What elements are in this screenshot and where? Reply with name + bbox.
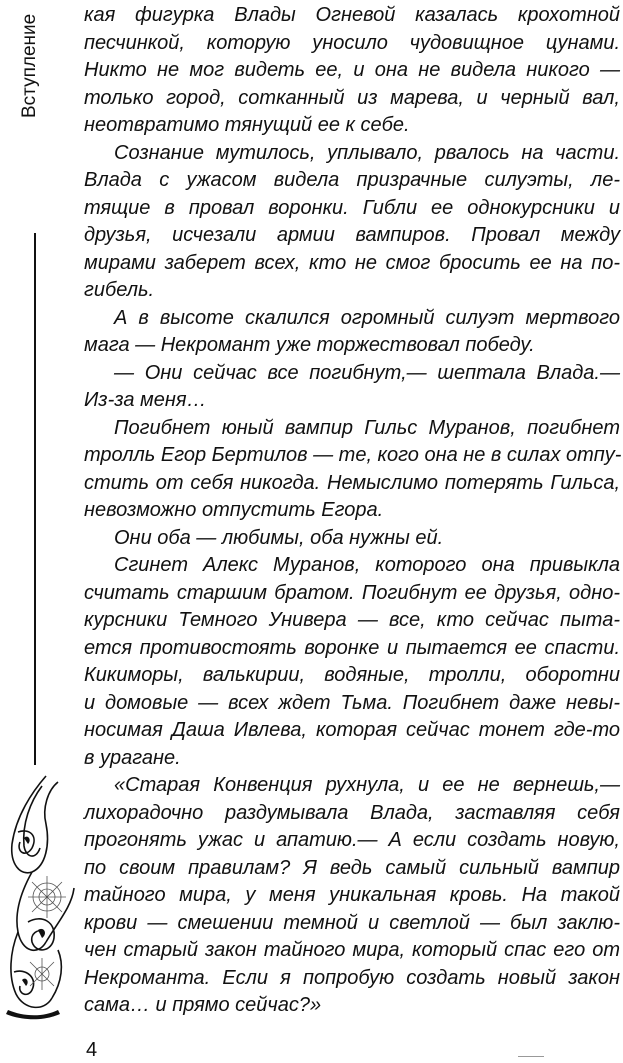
text-line: тящие в провал воронки. Гибли ее однокурсники и: [84, 196, 620, 219]
text-line: Никто не мог видеть ее, и она не видела никого —: [84, 59, 620, 81]
text-line: курсники Темного Универа — все, кто сейчас пыта-: [84, 609, 620, 631]
text-line: только город, сотканный из марева, и черный вал,: [84, 86, 620, 109]
text-line: в урагане.: [84, 746, 181, 769]
text-line: песчинкой, которую уносило чудовищное цунами.: [84, 31, 620, 54]
text-line: сама… и прямо сейчас?»: [84, 994, 322, 1016]
text-line: по своим правилам? Я ведь самый сильный вампир: [84, 856, 620, 879]
text-line: считать старшим братом. Погибнут ее друзья, одно-: [84, 581, 620, 604]
text-line: невозможно отпустить Егора.: [84, 499, 384, 521]
text-line: друзья, исчезали армии вампиров. Провал между: [84, 224, 620, 246]
section-title: Вступление: [19, 13, 40, 118]
text-line: носимая Даша Ивлева, которая сейчас тонет где-то: [84, 719, 620, 741]
text-line: «Старая Конвенция рухнула, и ее не вернешь,—: [114, 774, 620, 796]
text-line: чен старый закон тайного мира, который спас его от: [84, 939, 620, 961]
text-line: Кикиморы, валькирии, водяные, тролли, оборотни: [84, 664, 620, 686]
text-line: ется противостоять воронке и пытается ее спасти.: [84, 636, 620, 659]
text-line: кая фигурка Влады Огневой казалась крохотной: [84, 4, 620, 26]
text-line: Сознание мутилось, уплывало, рвалось на части.: [114, 141, 620, 164]
ornament-illustration: [2, 772, 80, 1020]
side-rule-divider: [34, 233, 36, 765]
text-line: гибель.: [84, 279, 155, 301]
text-line: Некроманта. Если я попробую создать новый закон: [84, 966, 620, 989]
text-line: тайного мира, у меня уникальная кровь. На такой: [84, 884, 620, 906]
text-line: мага — Некромант уже торжествовал победу.: [84, 334, 535, 356]
text-line: Влада с ужасом видела призрачные силуэты, ле-: [84, 169, 620, 191]
text-line: прогонять ужас и апатию.— А если создать новую,: [84, 829, 620, 851]
text-line: неотвратимо тянущий ее к себе.: [84, 114, 410, 136]
text-line: А в высоте скалился огромный силуэт мертвого: [114, 306, 620, 329]
text-line: Сгинет Алекс Муранов, которого она привыкла: [114, 554, 620, 576]
text-line: и домовые — всех ждет Тьма. Погибнет даже невы-: [84, 691, 620, 714]
main-text: [84, 2, 620, 1020]
text-line: Они оба — любимы, оба нужны ей.: [114, 526, 444, 549]
text-line: тролль Егор Бертилов — те, кого она не в силах отпу-: [84, 444, 622, 466]
text-line: крови — смешении темной и светлой — был заклю-: [84, 911, 620, 934]
text-line: Из-за меня…: [84, 389, 207, 411]
text-line: стить от себя никогда. Немыслимо потерять Гильса,: [84, 471, 620, 494]
text-line: — Они сейчас все погибнут,— шептала Влада.—: [114, 361, 620, 384]
text-line: Погибнет юный вампир Гильс Муранов, погибнет: [114, 416, 620, 439]
page-number: 4: [86, 1039, 98, 1061]
corner-mark: [518, 1056, 544, 1061]
text-line: мирами заберет всех, кто не смог бросить ее на по-: [84, 251, 620, 274]
text-line: лихорадочно раздумывала Влада, заставляя себя: [84, 801, 620, 824]
